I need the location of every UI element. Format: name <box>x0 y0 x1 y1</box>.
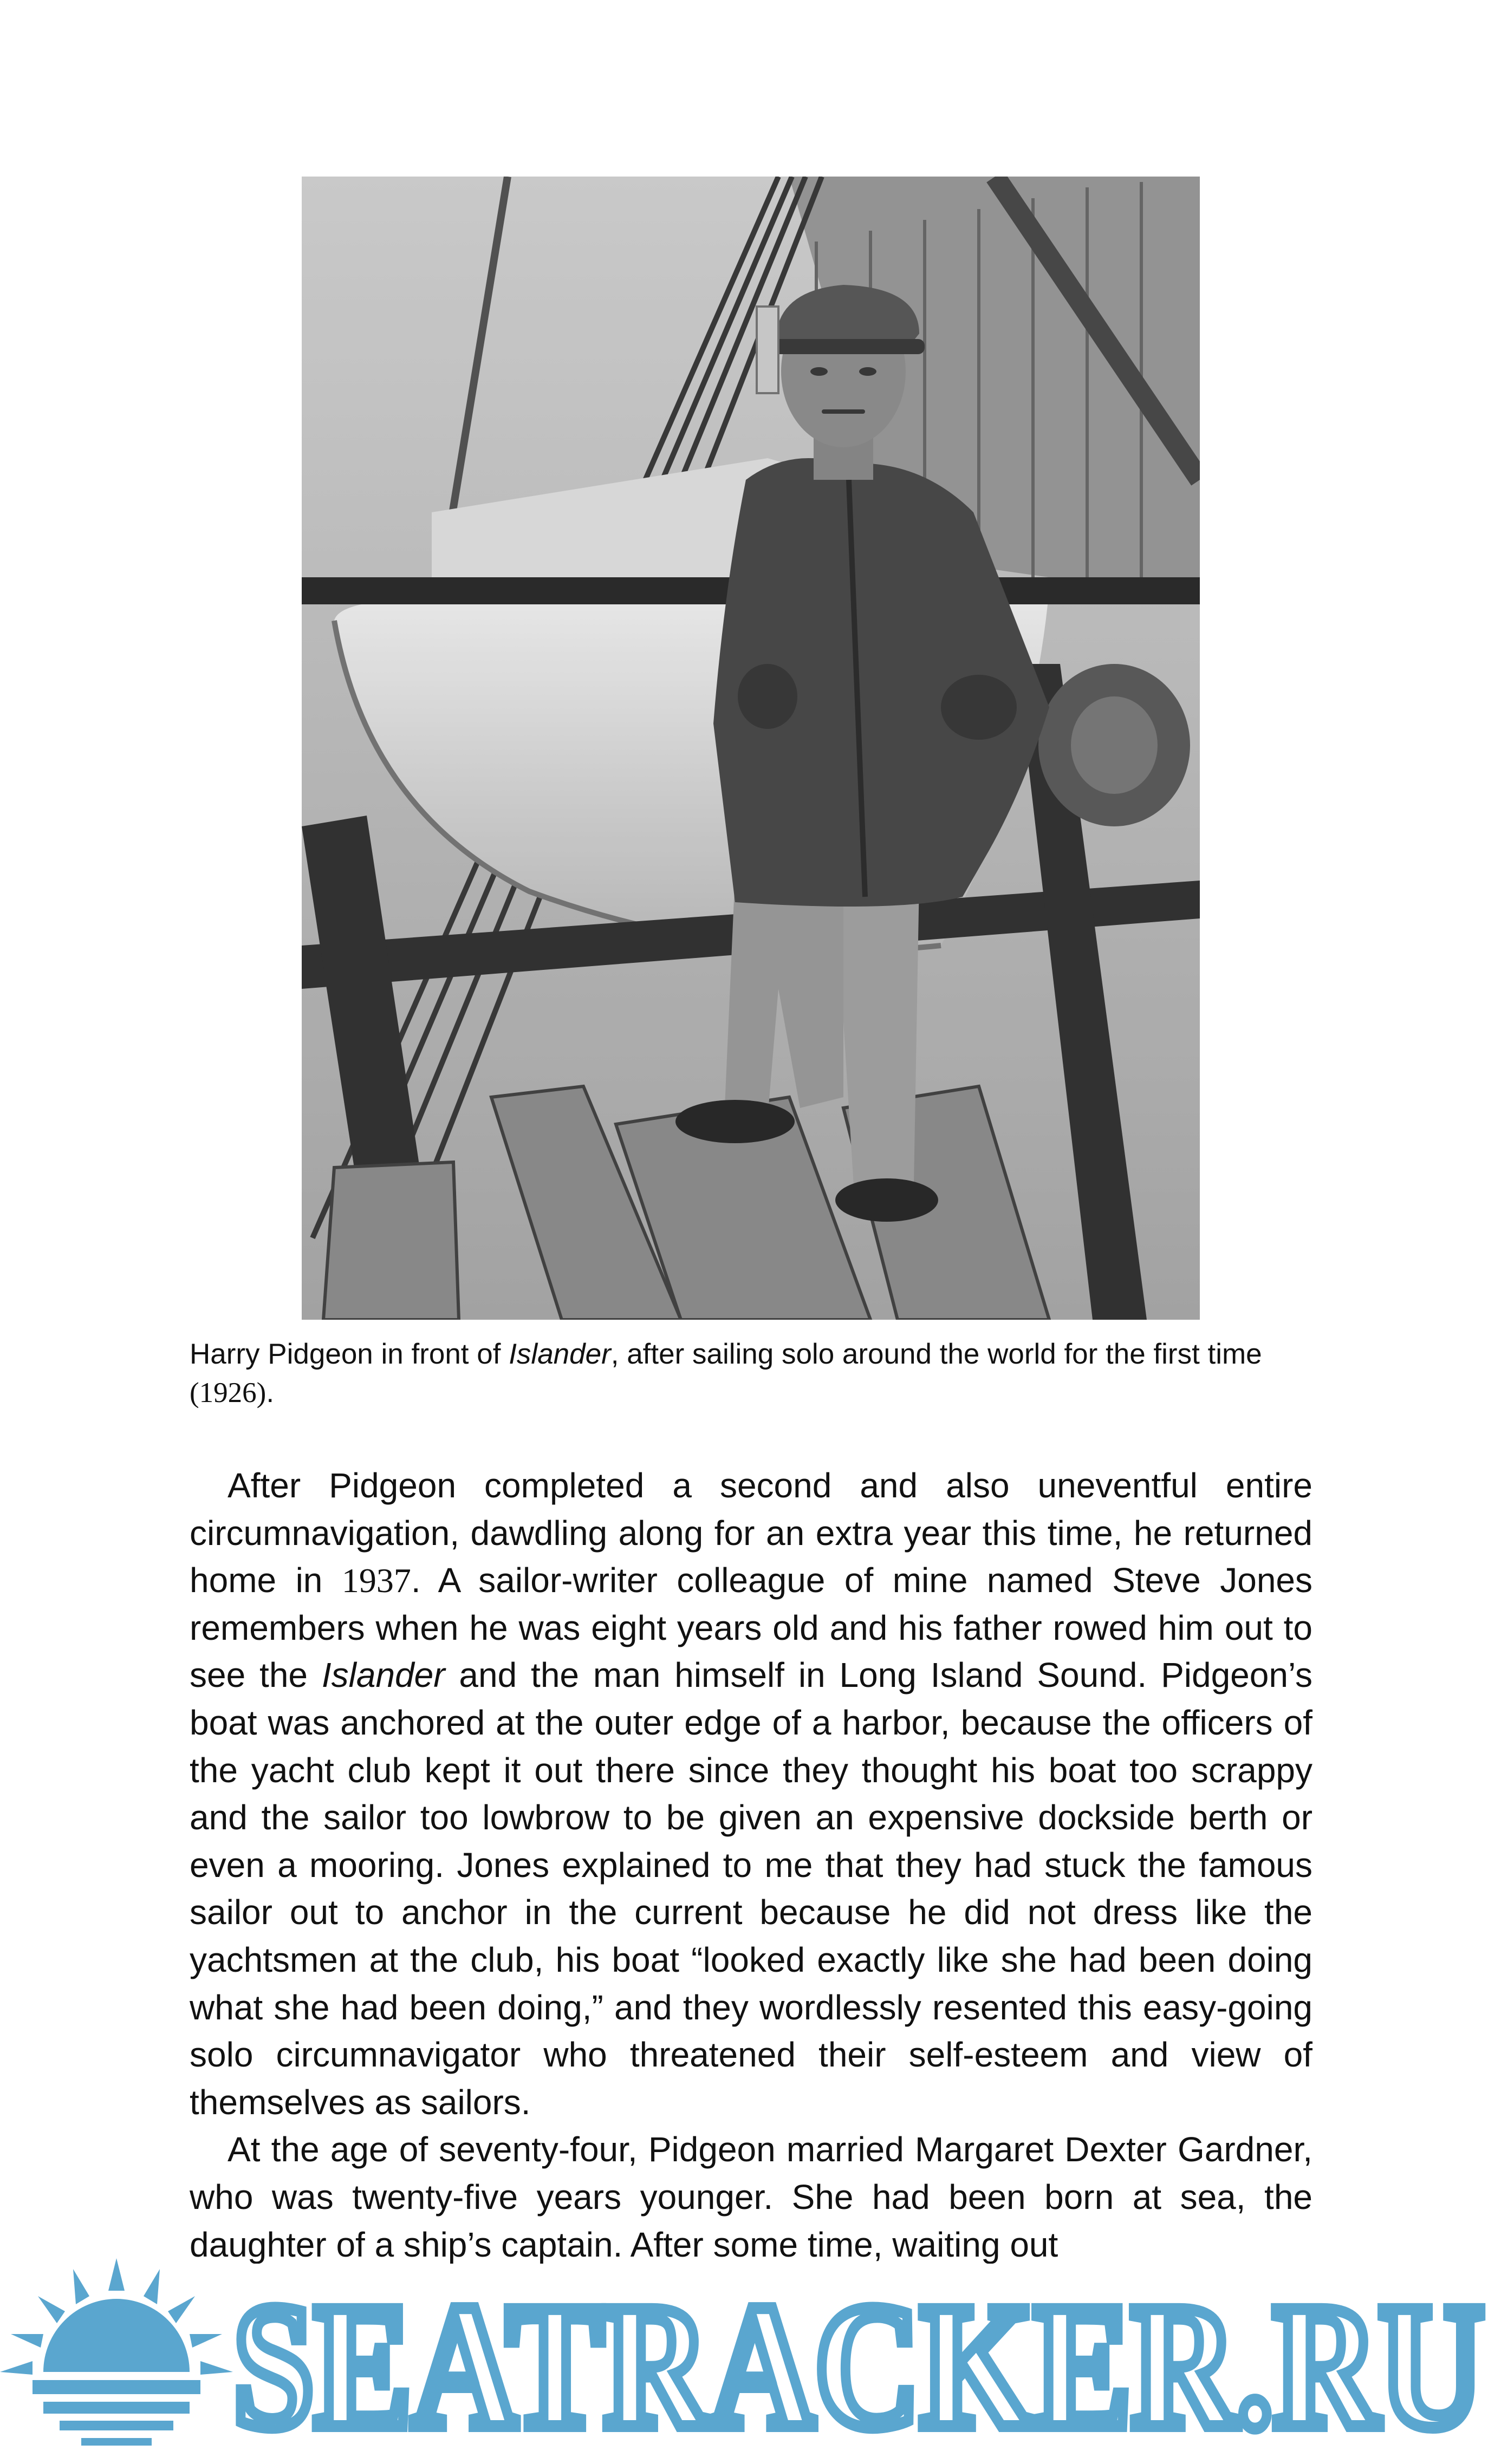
watermark <box>0 2247 1501 2464</box>
caption-text-middle: , after sailing solo around the world for the first time <box>610 1338 1262 1370</box>
caption-text-start: Harry Pidgeon in front of <box>190 1338 509 1370</box>
sun-logo-icon <box>0 2247 233 2464</box>
paragraph-1-part-a: After Pidgeon completed a second and also uneventful entire circumnavigation, dawdling along for an extra year this time, he returned home in <box>190 1466 1312 1600</box>
paragraph-2: At the age of seventy-four, Pidgeon married Margaret Dexter Gardner, who was twenty-five years younger. She had been born at sea, the daughter of a ship’s captain. After some time, waiting out <box>190 2130 1312 2264</box>
watermark-text <box>233 2280 1495 2442</box>
paragraph-1-year: 1937 <box>341 1561 411 1600</box>
body-text <box>190 1462 1312 2264</box>
caption-year: (1926) <box>190 1377 267 1409</box>
caption-boat-name: Islander <box>509 1338 611 1370</box>
paragraph-1-part-c: and the man himself in Long Island Sound. Pidgeon’s boat was anchored at the outer edge of a harbor, because the officers of the yacht club kept it out there since they thought his boat too scrappy and the sailor too lowbrow to be given an expensive dockside berth or even a mooring. Jones explained to me that they had stuck the famous sailor out to anchor in the current because he did not dress like the yachtsmen at the club, his boat “looked exactly like she had been doing what she had been doing,” and they wordlessly resented this easy-going solo circumnavigator who threatened their self-esteem and view of themselves as sailors. <box>190 1655 1312 2122</box>
photograph-harry-pidgeon <box>302 177 1200 1320</box>
watermark-text-outline: SEATRACKER.RU <box>233 2280 1484 2442</box>
paragraph-1-boat-name: Islander <box>321 1655 445 1695</box>
paragraph-1-part-b: . A sailor-writer colleague of mine named Steve Jones remembers when he was eight years old and his father rowed him out to see the <box>190 1561 1312 1695</box>
caption-text-end: . <box>266 1377 275 1409</box>
photo-illustration <box>302 177 1200 1320</box>
photo-caption <box>190 1335 1316 1412</box>
paragraph-1 <box>190 1462 1312 2126</box>
